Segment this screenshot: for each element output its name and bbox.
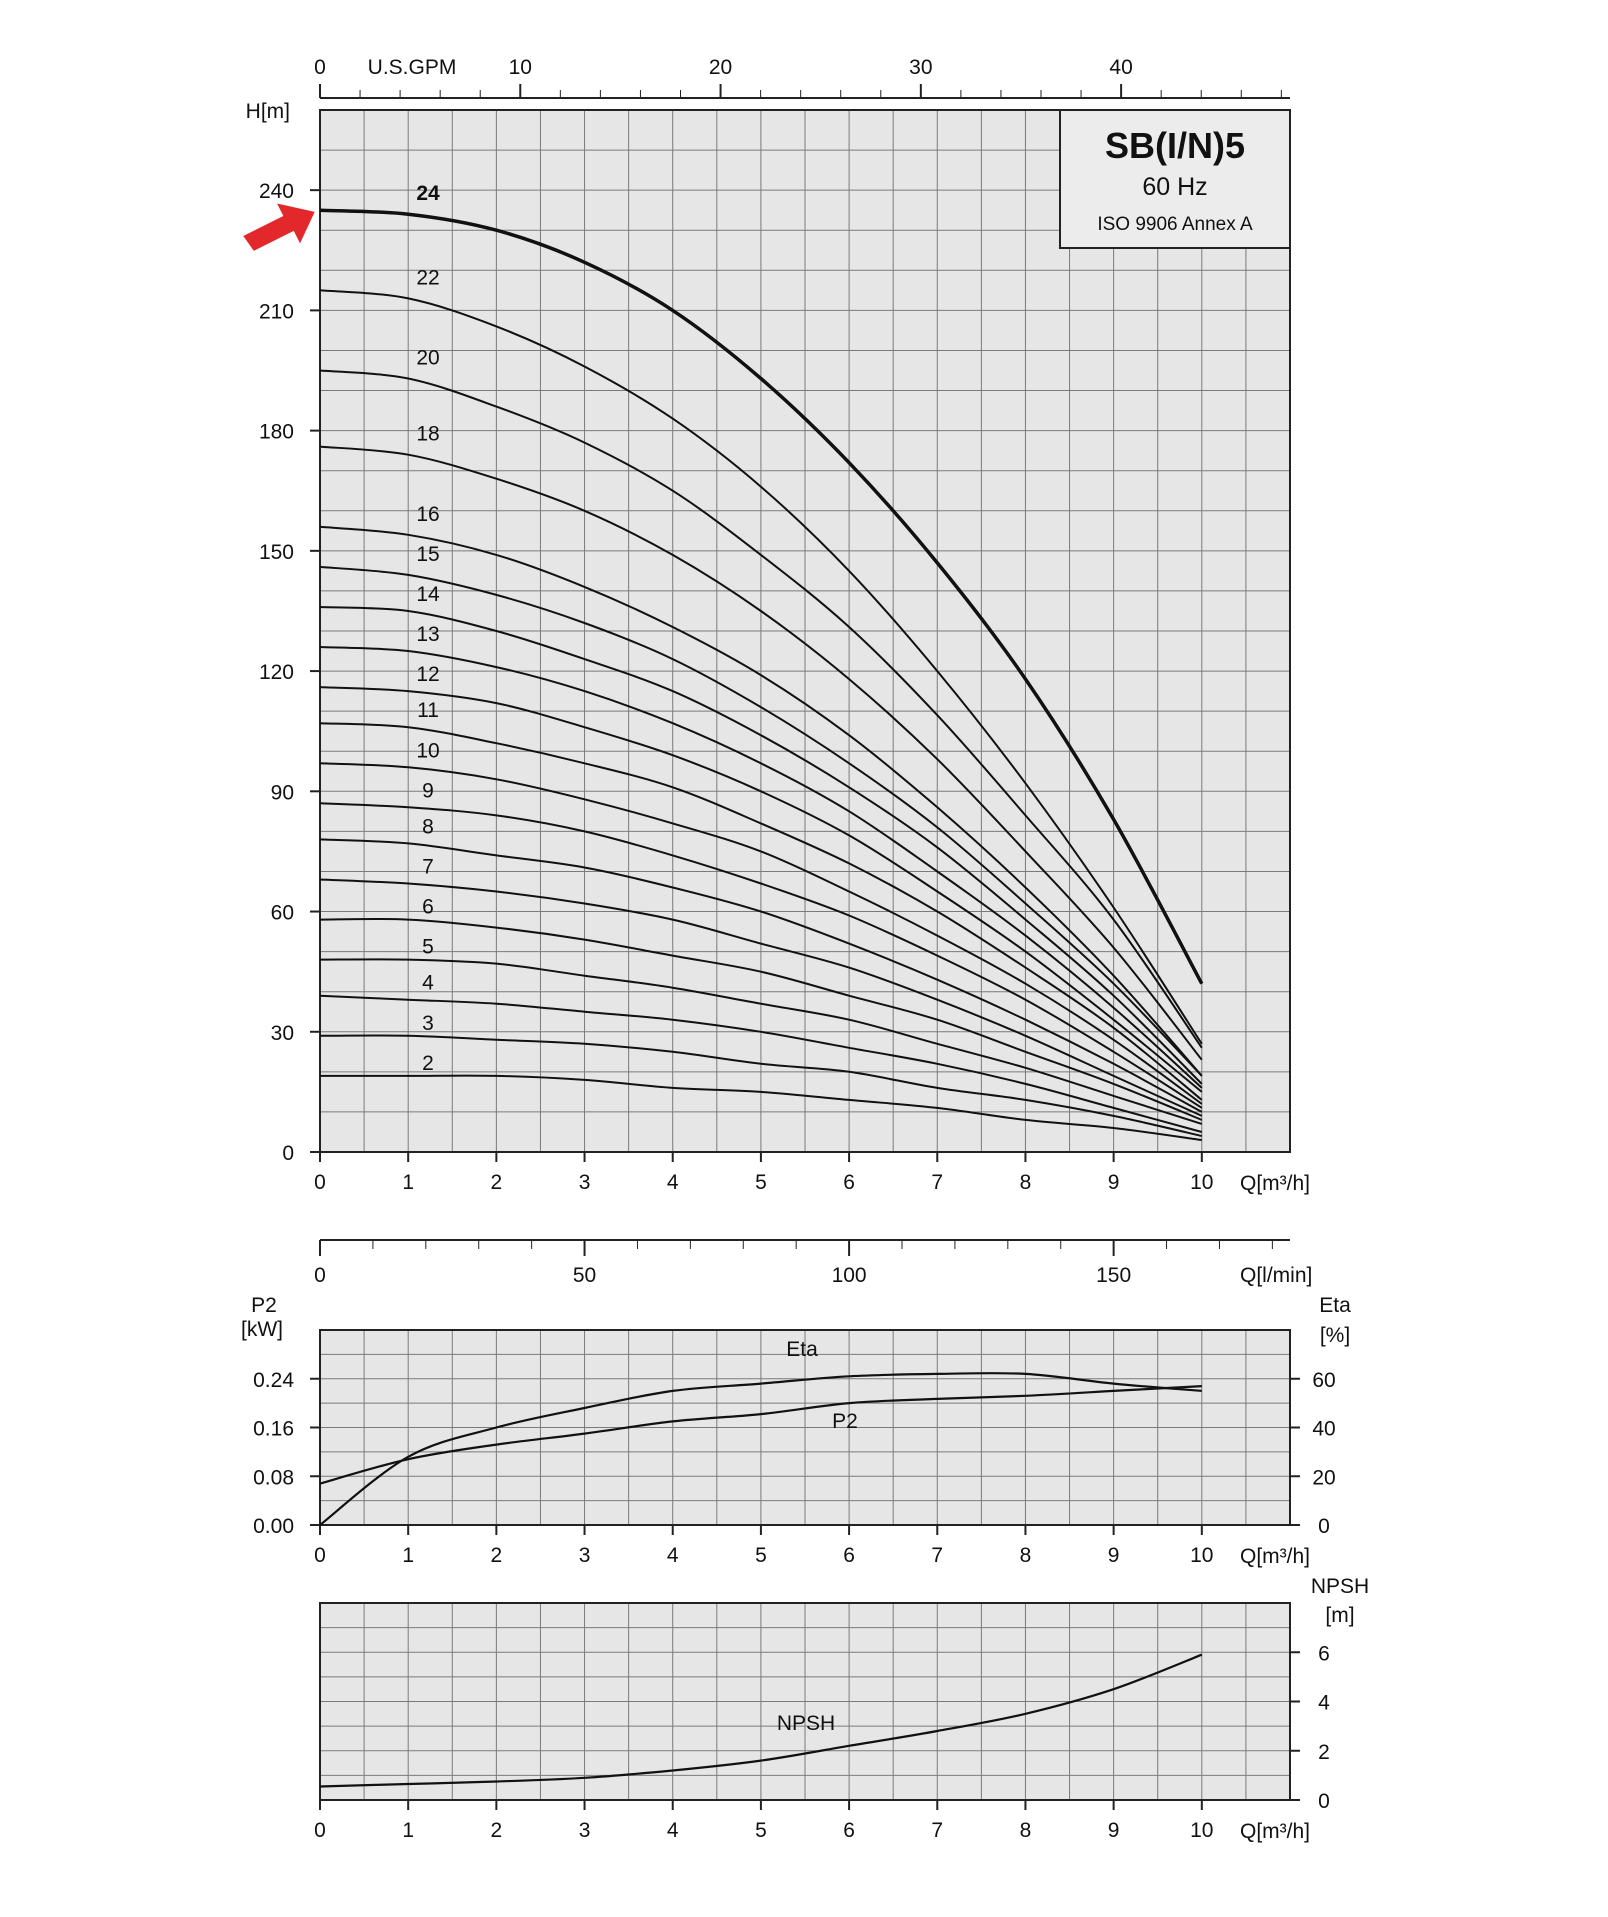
power-right-tick-label: 60 bbox=[1312, 1368, 1336, 1392]
head-y-tick-label: 60 bbox=[270, 901, 294, 925]
model-info-box bbox=[1060, 110, 1290, 248]
power-x-tick-label: 2 bbox=[490, 1544, 503, 1567]
power-right-tick-label: 0 bbox=[1318, 1515, 1330, 1538]
npsh-x-tick-label: 0 bbox=[314, 1819, 326, 1842]
head-curve-label-stage-12: 12 bbox=[416, 663, 440, 687]
head-x-tick-label: 2 bbox=[490, 1171, 503, 1194]
head-curve-label-stage-15: 15 bbox=[416, 542, 440, 566]
power-x-tick-label: 3 bbox=[578, 1544, 591, 1567]
power-x-tick-label: 4 bbox=[666, 1544, 679, 1567]
model-name: SB(I/N)5 bbox=[1104, 125, 1246, 166]
head-y-tick-label: 210 bbox=[258, 300, 294, 324]
head-y-tick-label: 90 bbox=[270, 781, 294, 805]
model-frequency: 60 Hz bbox=[1142, 173, 1208, 201]
head-curve-label-stage-11: 11 bbox=[417, 699, 439, 723]
power-x-tick-label: 6 bbox=[843, 1544, 855, 1567]
head-curve-label-stage-6: 6 bbox=[422, 895, 434, 919]
power-x-tick-label: 5 bbox=[755, 1544, 767, 1567]
power-left-tick-label: 0.24 bbox=[253, 1368, 294, 1392]
lmin-tick-label: 100 bbox=[831, 1264, 867, 1287]
power-left-tick-label: 0.00 bbox=[253, 1515, 294, 1538]
head-y-tick-label: 150 bbox=[258, 540, 294, 564]
head-curve-label-stage-4: 4 bbox=[422, 971, 434, 995]
head-curve-label-stage-8: 8 bbox=[422, 815, 434, 839]
power-left-tick-label: 0.08 bbox=[253, 1466, 294, 1490]
head-curve-label-stage-7: 7 bbox=[422, 855, 434, 879]
head-x-tick-label: 6 bbox=[843, 1171, 855, 1194]
head-y-tick-label: 0 bbox=[282, 1142, 294, 1165]
power-right-tick-label: 40 bbox=[1312, 1417, 1336, 1441]
head-y-tick-label: 240 bbox=[258, 180, 294, 204]
head-curve-label-stage-9: 9 bbox=[422, 779, 434, 803]
power-x-tick-label: 1 bbox=[402, 1544, 415, 1567]
gpm-tick-label: 40 bbox=[1109, 56, 1133, 79]
head-curve-label-stage-14: 14 bbox=[416, 582, 440, 606]
model-standard: ISO 9906 Annex A bbox=[1097, 214, 1253, 235]
power-left-axis-unit: [kW] bbox=[241, 1318, 283, 1341]
head-curve-label-stage-22: 22 bbox=[416, 266, 440, 290]
eta-right-axis-label: Eta bbox=[1319, 1294, 1351, 1317]
head-x-tick-label: 9 bbox=[1107, 1171, 1120, 1194]
npsh-x-tick-label: 9 bbox=[1107, 1819, 1120, 1842]
head-x-tick-label: 1 bbox=[402, 1171, 415, 1194]
npsh-x-tick-label: 5 bbox=[755, 1819, 767, 1842]
head-x-tick-label: 3 bbox=[578, 1171, 591, 1194]
gpm-tick-label: 30 bbox=[909, 56, 933, 79]
head-curve-label-stage-16: 16 bbox=[416, 502, 440, 526]
lmin-axis-label: Q[l/min] bbox=[1240, 1264, 1313, 1287]
npsh-x-tick-label: 6 bbox=[843, 1819, 855, 1842]
head-curve-label-stage-18: 18 bbox=[416, 422, 440, 446]
head-curve-label-stage-2: 2 bbox=[422, 1051, 434, 1075]
head-y-axis-label: H[m] bbox=[245, 100, 290, 123]
power-x-axis-label: Q[m³/h] bbox=[1240, 1545, 1311, 1568]
npsh-x-tick-label: 4 bbox=[666, 1819, 679, 1842]
npsh-axis-unit: [m] bbox=[1325, 1604, 1355, 1627]
power-x-tick-label: 0 bbox=[314, 1544, 326, 1567]
npsh-x-tick-label: 3 bbox=[578, 1819, 591, 1842]
head-x-axis-label: Q[m³/h] bbox=[1240, 1172, 1311, 1195]
head-x-tick-label: 10 bbox=[1190, 1171, 1214, 1194]
head-curve-label-stage-13: 13 bbox=[416, 623, 440, 647]
npsh-x-tick-label: 1 bbox=[402, 1819, 415, 1842]
gpm-tick-label: 0 bbox=[314, 56, 326, 79]
power-left-axis-label: P2 bbox=[251, 1294, 277, 1317]
gpm-tick-label: 10 bbox=[508, 56, 532, 79]
gpm-axis-label: U.S.GPM bbox=[367, 56, 457, 79]
head-x-tick-label: 4 bbox=[666, 1171, 679, 1194]
power-x-tick-label: 10 bbox=[1190, 1544, 1214, 1567]
power-x-tick-label: 9 bbox=[1107, 1544, 1120, 1567]
head-y-tick-label: 180 bbox=[258, 420, 294, 444]
power-right-tick-label: 20 bbox=[1312, 1466, 1336, 1490]
eta-right-axis-unit: [%] bbox=[1319, 1324, 1351, 1347]
npsh-x-axis-label: Q[m³/h] bbox=[1240, 1820, 1311, 1843]
head-x-tick-label: 0 bbox=[314, 1171, 326, 1194]
npsh-x-tick-label: 2 bbox=[490, 1819, 503, 1842]
head-y-tick-label: 120 bbox=[258, 661, 294, 685]
head-x-tick-label: 8 bbox=[1019, 1171, 1032, 1194]
npsh-axis-label: NPSH bbox=[1310, 1575, 1370, 1598]
gpm-tick-label: 20 bbox=[708, 56, 733, 79]
lmin-tick-label: 0 bbox=[314, 1264, 326, 1287]
lmin-tick-label: 150 bbox=[1096, 1264, 1132, 1287]
npsh-curve-label: NPSH bbox=[776, 1712, 836, 1735]
power-x-tick-label: 8 bbox=[1019, 1544, 1032, 1567]
npsh-right-tick-label: 2 bbox=[1318, 1740, 1330, 1764]
head-curve-label-stage-10: 10 bbox=[416, 739, 440, 763]
npsh-right-tick-label: 6 bbox=[1318, 1642, 1330, 1666]
head-curve-label-stage-24: 24 bbox=[416, 182, 440, 206]
head-y-tick-label: 30 bbox=[270, 1021, 294, 1045]
power-x-tick-label: 7 bbox=[931, 1544, 944, 1567]
head-curve-label-stage-3: 3 bbox=[422, 1011, 434, 1035]
head-x-tick-label: 5 bbox=[755, 1171, 767, 1194]
power-left-tick-label: 0.16 bbox=[253, 1417, 294, 1441]
p2-curve-label: P2 bbox=[832, 1410, 858, 1433]
npsh-x-tick-label: 8 bbox=[1019, 1819, 1032, 1842]
head-x-tick-label: 7 bbox=[931, 1171, 944, 1194]
head-curve-label-stage-5: 5 bbox=[422, 935, 434, 959]
eta-curve-label: Eta bbox=[786, 1338, 818, 1361]
highlight-arrow-icon bbox=[244, 204, 314, 250]
npsh-x-tick-label: 7 bbox=[931, 1819, 944, 1842]
lmin-tick-label: 50 bbox=[572, 1264, 597, 1287]
npsh-right-tick-label: 0 bbox=[1318, 1790, 1330, 1813]
npsh-x-tick-label: 10 bbox=[1190, 1819, 1214, 1842]
npsh-right-tick-label: 4 bbox=[1318, 1691, 1330, 1715]
head-curve-label-stage-20: 20 bbox=[416, 346, 440, 370]
